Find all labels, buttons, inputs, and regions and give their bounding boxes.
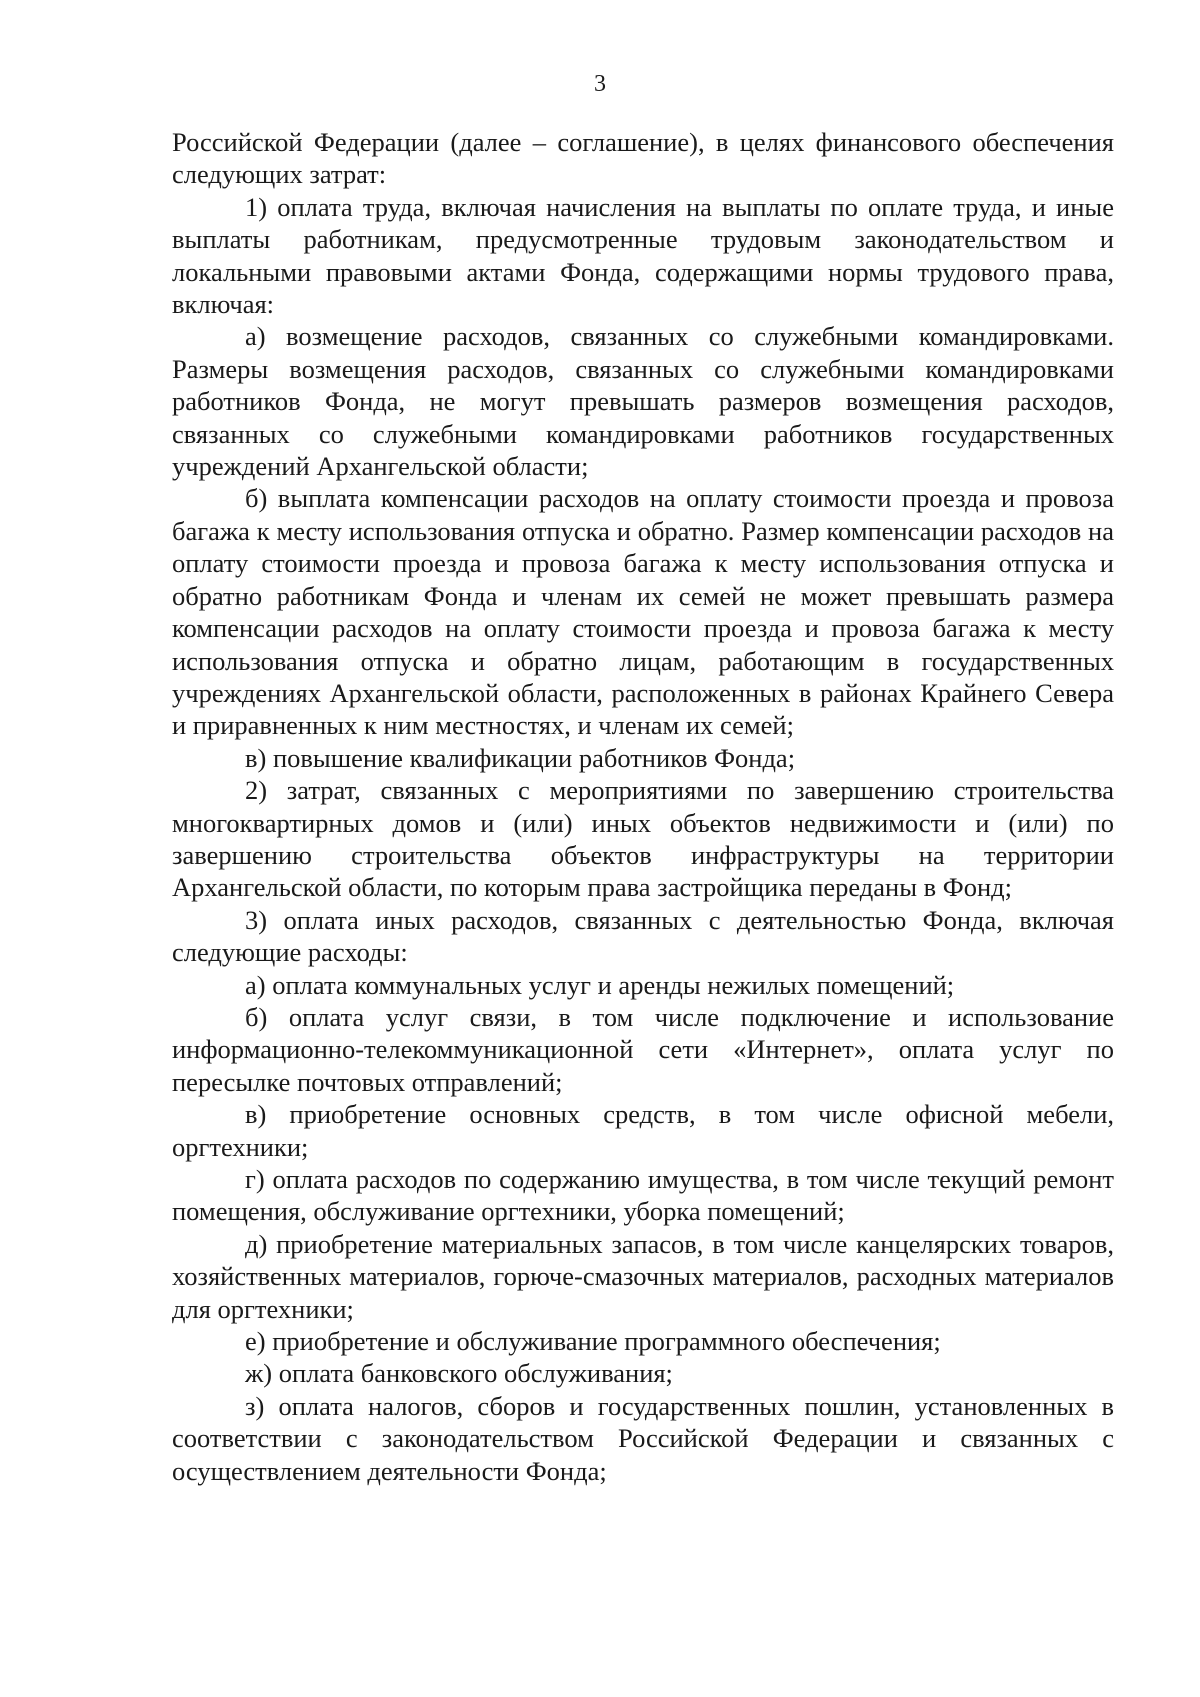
document-body xyxy=(172,126,1114,1487)
paragraph: Российской Федерации (далее – соглашение), в целях финансового обеспечения следующих затрат: xyxy=(172,127,1114,190)
paragraph: в) приобретение основных средств, в том числе офисной мебели, оргтехники; xyxy=(172,1099,1114,1162)
paragraph: б) оплата услуг связи, в том числе подключение и использование информационно-телекоммуникационной сети «Интернет», оплата услуг по пересылке почтовых отправлений; xyxy=(172,1001,1114,1097)
paragraph: е) приобретение и обслуживание программного обеспечения; xyxy=(245,1326,941,1357)
paragraph: д) приобретение материальных запасов, в том числе канцелярских товаров, хозяйственных материалов, горюче-смазочных материалов, расходных материалов для оргтехники; xyxy=(172,1228,1114,1324)
paragraph: з) оплата налогов, сборов и государственных пошлин, установленных в соответствии с законодательством Российской Федерации и связанных с осуществлением деятельности Фонда; xyxy=(172,1390,1114,1486)
paragraph: 2) затрат, связанных с мероприятиями по завершению строительства многоквартирных домов и (или) иных объектов недвижимости и (или) по завершению строительства объектов инфраструктуры на территории Архангельской области, по которым права застройщика переданы в Фонд; xyxy=(172,775,1114,903)
page-number: 3 xyxy=(594,71,606,97)
paragraph: в) повышение квалификации работников Фонда; xyxy=(245,742,796,773)
paragraph: а) оплата коммунальных услуг и аренды нежилых помещений; xyxy=(245,969,955,1000)
paragraph: а) возмещение расходов, связанных со служебными командировками. Размеры возмещения расходов, связанных со служебными командировками работников Фонда, не могут превышать размеров возмещения расходов, связанных со служебными командировками работников государственных учреждений Архангельской области; xyxy=(172,321,1114,482)
paragraph: г) оплата расходов по содержанию имущества, в том числе текущий ремонт помещения, обслуживание оргтехники, уборка помещений; xyxy=(172,1164,1114,1227)
paragraph: 3) оплата иных расходов, связанных с деятельностью Фонда, включая следующие расходы: xyxy=(172,904,1114,968)
paragraph: 1) оплата труда, включая начисления на выплаты по оплате труда, и иные выплаты работникам, предусмотренные трудовым законодательством и локальными правовыми актами Фонда, содержащими нормы трудового права, включая: xyxy=(172,191,1114,320)
paragraph: ж) оплата банковского обслуживания; xyxy=(245,1358,673,1389)
paragraph: б) выплата компенсации расходов на оплату стоимости проезда и провоза багажа к месту использования отпуска и обратно. Размер компенсации расходов на оплату стоимости проезда и провоза багажа к месту использования отпуска и обратно работникам Фонда и членам их семей не может превышать размера компенсации расходов на оплату стоимости проезда и провоза багажа к месту использования отпуска и обратно лицам, работающим в государственных учреждениях Архангельской области, расположенных в районах Крайнего Севера и приравненных к ним местностях, и членам их семей; xyxy=(172,483,1114,741)
